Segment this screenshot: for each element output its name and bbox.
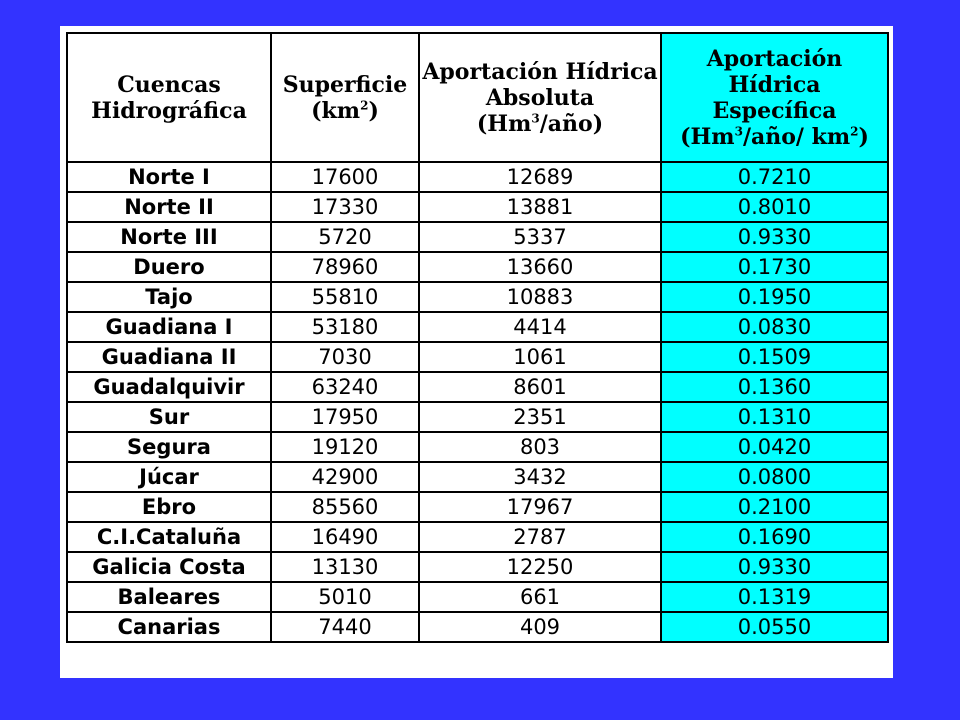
- header-absolute-line1: Aportación Hídrica: [422, 58, 658, 85]
- hydro-basins-table: [66, 32, 889, 643]
- area-value: 55810: [271, 282, 419, 312]
- basin-name: Norte III: [67, 222, 271, 252]
- area-value: 42900: [271, 462, 419, 492]
- table-row: [67, 612, 888, 642]
- specific-value: 0.1509: [661, 342, 888, 372]
- basin-name: Segura: [67, 432, 271, 462]
- absolute-value: 17967: [419, 492, 661, 522]
- basin-name: Duero: [67, 252, 271, 282]
- absolute-value: 12250: [419, 552, 661, 582]
- specific-value: 0.7210: [661, 162, 888, 192]
- header-basin-line2: Hidrográfica: [91, 97, 247, 124]
- absolute-value: 13660: [419, 252, 661, 282]
- area-value: 5010: [271, 582, 419, 612]
- absolute-value: 10883: [419, 282, 661, 312]
- specific-value: 0.0830: [661, 312, 888, 342]
- header-specific-contribution: [661, 33, 888, 162]
- area-value: 16490: [271, 522, 419, 552]
- absolute-value: 4414: [419, 312, 661, 342]
- absolute-value: 803: [419, 432, 661, 462]
- specific-value: 0.9330: [661, 552, 888, 582]
- area-value: 85560: [271, 492, 419, 522]
- basin-name: Guadiana I: [67, 312, 271, 342]
- absolute-value: 12689: [419, 162, 661, 192]
- table-row: [67, 492, 888, 522]
- absolute-value: 13881: [419, 192, 661, 222]
- table-header-row: [67, 33, 888, 162]
- specific-value: 0.0800: [661, 462, 888, 492]
- specific-value: 0.9330: [661, 222, 888, 252]
- area-value: 53180: [271, 312, 419, 342]
- specific-value: 0.0550: [661, 612, 888, 642]
- specific-value: 0.0420: [661, 432, 888, 462]
- table-row: [67, 462, 888, 492]
- absolute-value: 2351: [419, 402, 661, 432]
- header-basin: [67, 33, 271, 162]
- table-row: [67, 522, 888, 552]
- header-absolute-line2: Absoluta: [485, 84, 595, 111]
- basin-name: Galicia Costa: [67, 552, 271, 582]
- header-absolute-line3: (Hm$^3$/año): [476, 110, 604, 137]
- absolute-value: 1061: [419, 342, 661, 372]
- basin-name: Guadiana II: [67, 342, 271, 372]
- table-row: [67, 402, 888, 432]
- specific-value: 0.1950: [661, 282, 888, 312]
- basin-name: C.I.Cataluña: [67, 522, 271, 552]
- basin-name: Norte II: [67, 192, 271, 222]
- specific-value: 0.1360: [661, 372, 888, 402]
- specific-value: 0.1310: [661, 402, 888, 432]
- absolute-value: 661: [419, 582, 661, 612]
- absolute-value: 3432: [419, 462, 661, 492]
- basin-name: Sur: [67, 402, 271, 432]
- specific-value: 0.1690: [661, 522, 888, 552]
- table-row: [67, 342, 888, 372]
- area-value: 63240: [271, 372, 419, 402]
- basin-name: Júcar: [67, 462, 271, 492]
- absolute-value: 409: [419, 612, 661, 642]
- specific-value: 0.8010: [661, 192, 888, 222]
- area-value: 17950: [271, 402, 419, 432]
- basin-name: Baleares: [67, 582, 271, 612]
- header-specific-line2: Hídrica: [728, 71, 821, 98]
- basin-name: Guadalquivir: [67, 372, 271, 402]
- area-value: 17330: [271, 192, 419, 222]
- specific-value: 0.1730: [661, 252, 888, 282]
- area-value: 7440: [271, 612, 419, 642]
- area-value: 78960: [271, 252, 419, 282]
- header-area-line1: Superficie: [282, 71, 408, 98]
- basin-name: Canarias: [67, 612, 271, 642]
- area-value: 7030: [271, 342, 419, 372]
- table-row: [67, 582, 888, 612]
- basin-name: Ebro: [67, 492, 271, 522]
- area-value: 13130: [271, 552, 419, 582]
- header-basin-line1: Cuencas: [117, 71, 221, 98]
- table-row: [67, 312, 888, 342]
- area-value: 19120: [271, 432, 419, 462]
- absolute-value: 2787: [419, 522, 661, 552]
- area-value: 5720: [271, 222, 419, 252]
- absolute-value: 5337: [419, 222, 661, 252]
- table-row: [67, 162, 888, 192]
- table-row: [67, 552, 888, 582]
- header-specific-line1: Aportación: [706, 45, 843, 72]
- table-row: [67, 282, 888, 312]
- table-row: [67, 252, 888, 282]
- area-value: 17600: [271, 162, 419, 192]
- table-row: [67, 222, 888, 252]
- basin-name: Norte I: [67, 162, 271, 192]
- header-specific-line4: (Hm$^3$/año/ $km^2$): [680, 123, 869, 150]
- header-absolute-contribution: [419, 33, 661, 162]
- basin-name: Tajo: [67, 282, 271, 312]
- header-area-line2: $(km^2)$: [311, 97, 379, 124]
- table-row: [67, 432, 888, 462]
- header-area: [271, 33, 419, 162]
- specific-value: 0.1319: [661, 582, 888, 612]
- table-row: [67, 372, 888, 402]
- absolute-value: 8601: [419, 372, 661, 402]
- header-specific-line3: Específica: [712, 97, 837, 124]
- specific-value: 0.2100: [661, 492, 888, 522]
- table-row: [67, 192, 888, 222]
